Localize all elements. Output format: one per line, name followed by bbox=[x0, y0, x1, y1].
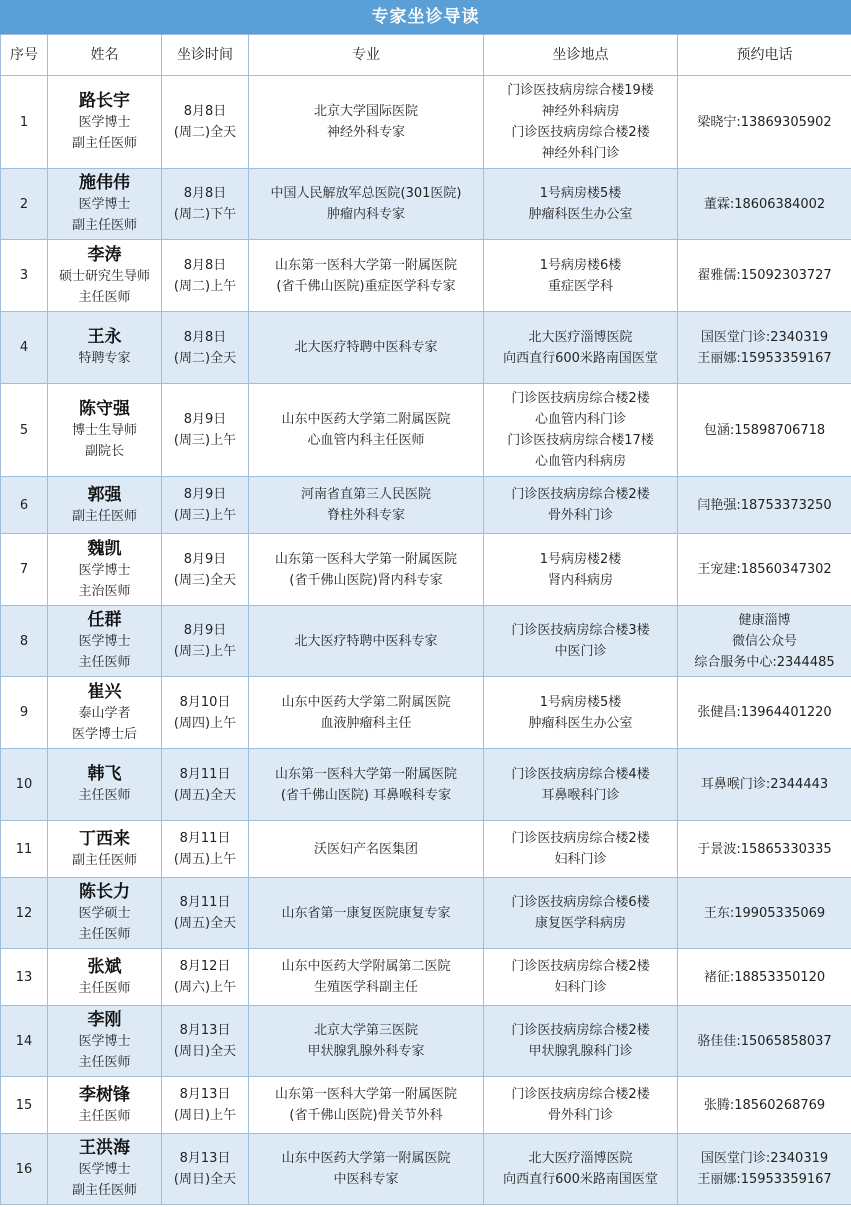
doctor-cell bbox=[48, 312, 162, 384]
specialty-line: 神经外科专家 bbox=[326, 125, 405, 140]
time-line: 8月9日 bbox=[183, 623, 227, 638]
page-title: 专家坐诊导读 bbox=[0, 0, 851, 34]
table-row bbox=[1, 76, 851, 169]
row-number: 7 bbox=[1, 534, 48, 606]
phone-cell bbox=[678, 949, 851, 1006]
phone-line: 微信公众号 bbox=[731, 633, 797, 649]
location-line: 门诊医技病房综合楼6楼 bbox=[511, 895, 650, 910]
time-cell bbox=[162, 76, 249, 169]
phone-line: 张腾:18560268769 bbox=[703, 1097, 826, 1113]
header-phone: 预约电话 bbox=[678, 35, 851, 76]
location-line: 门诊医技病房综合楼2楼 bbox=[511, 959, 650, 974]
phone-cell bbox=[678, 76, 851, 169]
phone-cell bbox=[678, 384, 851, 477]
time-line: 8月9日 bbox=[183, 412, 227, 427]
doctor-title: 医学博士 bbox=[78, 562, 131, 578]
time-cell bbox=[162, 749, 249, 821]
time-line: 8月11日 bbox=[179, 831, 231, 846]
specialty-line: (省千佛山医院)重症医学科专家 bbox=[276, 278, 456, 294]
header-specialty: 专业 bbox=[249, 35, 484, 76]
phone-cell bbox=[678, 677, 851, 749]
time-cell bbox=[162, 384, 249, 477]
phone-cell bbox=[678, 477, 851, 534]
location-line: 肿瘤科医生办公室 bbox=[528, 207, 633, 222]
doctor-title: 副主任医师 bbox=[71, 1183, 137, 1198]
location-cell bbox=[484, 677, 678, 749]
doctor-title: 副主任医师 bbox=[71, 852, 137, 868]
table-header-row bbox=[1, 35, 851, 76]
time-cell bbox=[162, 534, 249, 606]
doctor-title: 主任医师 bbox=[78, 1108, 131, 1124]
phone-cell bbox=[678, 878, 851, 949]
table-row bbox=[1, 949, 851, 1006]
doctor-cell bbox=[48, 240, 162, 312]
location-line: 北大医疗淄博医院 bbox=[528, 1151, 633, 1166]
time-line: 8月9日 bbox=[183, 551, 227, 567]
specialty-line: 山东中医药大学第一附属医院 bbox=[281, 1151, 451, 1166]
phone-line: 国医堂门诊:2340319 bbox=[700, 329, 829, 345]
phone-line: 王东:19905335069 bbox=[703, 905, 826, 921]
time-line: (周日)上午 bbox=[173, 1108, 237, 1123]
specialty-line: 中医科专家 bbox=[333, 1172, 399, 1187]
doctor-cell bbox=[48, 1006, 162, 1077]
location-cell bbox=[484, 949, 678, 1006]
phone-line: 闫艳强:18753373250 bbox=[697, 497, 832, 513]
doctor-cell bbox=[48, 384, 162, 477]
table-row bbox=[1, 1134, 851, 1205]
specialty-line: 北京大学国际医院 bbox=[313, 104, 418, 119]
phone-line: 国医堂门诊:2340319 bbox=[700, 1151, 829, 1166]
doctor-title: 医学博士 bbox=[78, 197, 131, 212]
location-line: 门诊医技病房综合楼17楼 bbox=[507, 433, 654, 448]
doctor-name: 施伟伟 bbox=[79, 173, 130, 193]
row-number: 15 bbox=[1, 1077, 48, 1134]
specialty-line: 山东省第一康复医院康复专家 bbox=[281, 905, 451, 921]
doctor-cell bbox=[48, 169, 162, 240]
specialty-line: 山东第一医科大学第一附属医院 bbox=[274, 257, 457, 273]
time-cell bbox=[162, 677, 249, 749]
location-line: 门诊医技病房综合楼2楼 bbox=[511, 391, 650, 406]
specialty-cell bbox=[249, 749, 484, 821]
time-line: 8月13日 bbox=[179, 1023, 231, 1038]
phone-cell bbox=[678, 1006, 851, 1077]
location-line: 神经外科门诊 bbox=[541, 146, 620, 161]
doctor-name: 郭强 bbox=[87, 484, 122, 505]
specialty-cell bbox=[249, 312, 484, 384]
row-number: 4 bbox=[1, 312, 48, 384]
specialty-cell bbox=[249, 821, 484, 878]
specialty-cell bbox=[249, 949, 484, 1006]
doctor-cell bbox=[48, 76, 162, 169]
time-cell bbox=[162, 821, 249, 878]
phone-cell bbox=[678, 312, 851, 384]
phone-line: 骆佳佳:15065858037 bbox=[697, 1033, 832, 1049]
location-line: 心血管内科病房 bbox=[534, 454, 626, 469]
doctor-cell bbox=[48, 749, 162, 821]
table-row bbox=[1, 606, 851, 677]
doctor-title: 硕士研究生导师 bbox=[58, 268, 150, 284]
doctor-title: 副主任医师 bbox=[71, 136, 137, 151]
table-row bbox=[1, 1006, 851, 1077]
time-line: (周三)上午 bbox=[173, 644, 237, 659]
doctor-title: 主任医师 bbox=[78, 289, 131, 305]
time-line: 8月8日 bbox=[183, 104, 227, 119]
time-cell bbox=[162, 606, 249, 677]
specialty-cell bbox=[249, 240, 484, 312]
time-cell bbox=[162, 878, 249, 949]
doctor-title: 泰山学者 bbox=[78, 705, 131, 721]
specialty-cell bbox=[249, 1134, 484, 1205]
location-line: 门诊医技病房综合楼2楼 bbox=[511, 1023, 650, 1038]
specialty-cell bbox=[249, 878, 484, 949]
time-line: (周六)上午 bbox=[173, 980, 237, 995]
time-line: (周五)全天 bbox=[173, 787, 237, 803]
specialty-line: 河南省直第三人民医院 bbox=[300, 487, 431, 502]
time-line: 8月10日 bbox=[179, 694, 231, 710]
doctor-title: 副主任医师 bbox=[71, 218, 137, 233]
doctor-name: 李刚 bbox=[87, 1010, 122, 1030]
phone-line: 张健昌:13964401220 bbox=[697, 705, 832, 720]
specialty-cell bbox=[249, 677, 484, 749]
table-row bbox=[1, 384, 851, 477]
doctor-title: 主任医师 bbox=[78, 980, 131, 996]
doctor-name: 丁西来 bbox=[79, 828, 130, 849]
doctor-name: 李树锋 bbox=[79, 1084, 130, 1105]
time-line: (周二)全天 bbox=[173, 350, 237, 366]
location-line: 心血管内科门诊 bbox=[534, 412, 626, 427]
specialty-line: 山东第一医科大学第一附属医院 bbox=[274, 766, 457, 782]
doctor-name: 陈守强 bbox=[79, 399, 130, 419]
header-name: 姓名 bbox=[48, 35, 162, 76]
location-cell bbox=[484, 384, 678, 477]
location-cell bbox=[484, 749, 678, 821]
location-line: 门诊医技病房综合楼2楼 bbox=[511, 831, 650, 846]
specialty-line: 北大医疗特聘中医科专家 bbox=[294, 340, 438, 355]
specialty-line: 血液肿瘤科主任 bbox=[320, 715, 412, 731]
specialty-cell bbox=[249, 76, 484, 169]
row-number: 5 bbox=[1, 384, 48, 477]
phone-line: 王丽娜:15953359167 bbox=[697, 1172, 832, 1187]
location-line: 1号病房楼5楼 bbox=[539, 186, 622, 201]
specialty-cell bbox=[249, 534, 484, 606]
doctor-name: 任群 bbox=[87, 610, 122, 630]
time-cell bbox=[162, 949, 249, 1006]
doctor-cell bbox=[48, 949, 162, 1006]
doctor-title: 博士生导师 bbox=[71, 423, 137, 438]
location-line: 妇科门诊 bbox=[554, 852, 607, 867]
time-cell bbox=[162, 477, 249, 534]
specialty-cell bbox=[249, 169, 484, 240]
doctor-title: 医学硕士 bbox=[78, 906, 131, 921]
location-line: 门诊医技病房综合楼4楼 bbox=[511, 766, 650, 782]
phone-cell bbox=[678, 169, 851, 240]
table-row bbox=[1, 821, 851, 878]
specialty-cell bbox=[249, 477, 484, 534]
row-number: 6 bbox=[1, 477, 48, 534]
time-line: (周五)全天 bbox=[173, 916, 237, 931]
doctor-name: 韩飞 bbox=[87, 764, 122, 784]
row-number: 9 bbox=[1, 677, 48, 749]
phone-line: 梁晓宁:13869305902 bbox=[697, 114, 832, 130]
phone-line: 翟雅儒:15092303727 bbox=[697, 268, 832, 283]
phone-line: 王丽娜:15953359167 bbox=[697, 350, 832, 366]
doctor-title: 医学博士后 bbox=[71, 726, 137, 742]
phone-cell bbox=[678, 534, 851, 606]
location-line: 骨外科门诊 bbox=[547, 508, 613, 523]
location-line: 甲状腺乳腺科门诊 bbox=[528, 1044, 633, 1059]
time-line: (周四)上午 bbox=[173, 715, 237, 731]
time-cell bbox=[162, 169, 249, 240]
doctor-title: 副院长 bbox=[84, 444, 124, 459]
doctor-title: 主任医师 bbox=[78, 788, 131, 803]
location-cell bbox=[484, 312, 678, 384]
doctor-title: 副主任医师 bbox=[71, 508, 137, 524]
location-line: 康复医学科病房 bbox=[534, 916, 626, 931]
phone-cell bbox=[678, 240, 851, 312]
phone-cell bbox=[678, 749, 851, 821]
phone-line: 褚征:18853350120 bbox=[703, 969, 826, 985]
doctor-name: 魏凯 bbox=[87, 538, 122, 559]
phone-line: 耳鼻喉门诊:2344443 bbox=[700, 777, 829, 792]
specialty-line: (省千佛山医院)骨关节外科 bbox=[289, 1108, 443, 1123]
row-number: 13 bbox=[1, 949, 48, 1006]
location-cell bbox=[484, 821, 678, 878]
table-row bbox=[1, 749, 851, 821]
location-line: 1号病房楼2楼 bbox=[539, 551, 622, 567]
doctor-title: 医学博士 bbox=[78, 115, 131, 130]
header-location: 坐诊地点 bbox=[484, 35, 678, 76]
phone-line: 综合服务中心:2344485 bbox=[694, 654, 835, 670]
doctor-cell bbox=[48, 878, 162, 949]
phone-line: 包涵:15898706718 bbox=[703, 422, 826, 438]
time-line: (周二)全天 bbox=[173, 125, 237, 140]
doctor-title: 主任医师 bbox=[78, 927, 131, 942]
specialty-line: 北京大学第三医院 bbox=[313, 1023, 418, 1038]
location-cell bbox=[484, 1134, 678, 1205]
doctor-title: 特聘专家 bbox=[78, 351, 131, 366]
time-line: 8月9日 bbox=[183, 487, 227, 502]
specialty-line: 沃医妇产名医集团 bbox=[313, 841, 418, 857]
header-no: 序号 bbox=[1, 35, 48, 76]
header-time: 坐诊时间 bbox=[162, 35, 249, 76]
doctor-title: 主治医师 bbox=[78, 583, 131, 599]
specialty-line: 山东中医药大学第二附属医院 bbox=[281, 412, 451, 427]
doctor-title: 主任医师 bbox=[78, 1055, 131, 1070]
phone-cell bbox=[678, 606, 851, 677]
row-number: 1 bbox=[1, 76, 48, 169]
doctor-title: 医学博士 bbox=[78, 1162, 131, 1177]
phone-cell bbox=[678, 1134, 851, 1205]
doctor-name: 王永 bbox=[87, 327, 122, 347]
phone-line: 王宠建:18560347302 bbox=[697, 562, 832, 577]
time-line: 8月8日 bbox=[183, 186, 227, 201]
table-row bbox=[1, 240, 851, 312]
row-number: 3 bbox=[1, 240, 48, 312]
specialty-cell bbox=[249, 1077, 484, 1134]
doctor-title: 主任医师 bbox=[78, 655, 131, 670]
location-line: 肿瘤科医生办公室 bbox=[528, 715, 633, 731]
time-line: 8月11日 bbox=[179, 895, 231, 910]
specialty-cell bbox=[249, 1006, 484, 1077]
location-line: 骨外科门诊 bbox=[547, 1108, 613, 1123]
location-line: 妇科门诊 bbox=[554, 980, 607, 995]
phone-line: 健康淄博 bbox=[738, 612, 791, 628]
doctor-cell bbox=[48, 1077, 162, 1134]
doctor-name: 张斌 bbox=[87, 956, 122, 977]
time-line: (周日)全天 bbox=[173, 1172, 237, 1187]
location-line: 门诊医技病房综合楼19楼 bbox=[507, 83, 654, 98]
doctor-cell bbox=[48, 534, 162, 606]
row-number: 11 bbox=[1, 821, 48, 878]
time-cell bbox=[162, 240, 249, 312]
time-cell bbox=[162, 1006, 249, 1077]
location-line: 门诊医技病房综合楼3楼 bbox=[511, 623, 650, 638]
time-line: (周五)上午 bbox=[173, 852, 237, 867]
row-number: 12 bbox=[1, 878, 48, 949]
time-line: (周三)上午 bbox=[173, 433, 237, 448]
specialty-line: 中国人民解放军总医院(301医院) bbox=[270, 186, 462, 201]
specialty-cell bbox=[249, 384, 484, 477]
location-cell bbox=[484, 169, 678, 240]
phone-line: 董霖:18606384002 bbox=[703, 196, 826, 212]
phone-line: 于景波:15865330335 bbox=[697, 841, 832, 857]
row-number: 16 bbox=[1, 1134, 48, 1205]
specialty-line: 山东第一医科大学第一附属医院 bbox=[274, 1087, 457, 1102]
location-line: 1号病房楼6楼 bbox=[539, 257, 622, 273]
time-line: (周日)全天 bbox=[173, 1044, 237, 1059]
location-line: 向西直行600米路南国医堂 bbox=[503, 350, 658, 366]
table-row bbox=[1, 312, 851, 384]
specialty-line: 脊柱外科专家 bbox=[326, 508, 405, 523]
time-line: (周二)下午 bbox=[173, 207, 237, 222]
location-line: 神经外科病房 bbox=[541, 104, 620, 119]
row-number: 8 bbox=[1, 606, 48, 677]
specialty-line: 山东中医药大学第二附属医院 bbox=[281, 694, 451, 710]
doctor-cell bbox=[48, 477, 162, 534]
doctor-cell bbox=[48, 821, 162, 878]
time-line: (周二)上午 bbox=[173, 278, 237, 294]
location-cell bbox=[484, 240, 678, 312]
location-line: 中医门诊 bbox=[554, 644, 607, 659]
time-line: (周三)上午 bbox=[173, 508, 237, 523]
time-line: 8月13日 bbox=[179, 1151, 231, 1166]
specialty-line: 山东中医药大学附属第二医院 bbox=[281, 959, 451, 974]
table-row bbox=[1, 677, 851, 749]
specialty-line: 甲状腺乳腺外科专家 bbox=[307, 1044, 425, 1059]
time-line: 8月8日 bbox=[183, 329, 227, 345]
doctor-name: 王洪海 bbox=[79, 1138, 130, 1158]
row-number: 14 bbox=[1, 1006, 48, 1077]
specialty-line: 北大医疗特聘中医科专家 bbox=[294, 633, 438, 649]
time-line: 8月8日 bbox=[183, 257, 227, 273]
specialty-line: (省千佛山医院)肾内科专家 bbox=[289, 572, 443, 588]
location-cell bbox=[484, 1006, 678, 1077]
time-line: 8月13日 bbox=[179, 1087, 231, 1102]
location-line: 向西直行600米路南国医堂 bbox=[503, 1172, 658, 1187]
table-row bbox=[1, 169, 851, 240]
specialty-line: 山东第一医科大学第一附属医院 bbox=[274, 551, 457, 567]
table-row bbox=[1, 878, 851, 949]
doctor-name: 崔兴 bbox=[87, 681, 122, 702]
row-number: 2 bbox=[1, 169, 48, 240]
specialty-line: 生殖医学科副主任 bbox=[313, 980, 418, 995]
time-line: 8月11日 bbox=[179, 766, 231, 782]
doctor-cell bbox=[48, 606, 162, 677]
table-row bbox=[1, 1077, 851, 1134]
specialty-line: 肿瘤内科专家 bbox=[326, 207, 405, 222]
phone-cell bbox=[678, 1077, 851, 1134]
schedule-table bbox=[0, 34, 851, 1205]
table-row bbox=[1, 534, 851, 606]
location-cell bbox=[484, 477, 678, 534]
location-cell bbox=[484, 878, 678, 949]
doctor-cell bbox=[48, 1134, 162, 1205]
time-cell bbox=[162, 1134, 249, 1205]
doctor-title: 医学博士 bbox=[78, 1034, 131, 1049]
phone-cell bbox=[678, 821, 851, 878]
time-line: (周三)全天 bbox=[173, 572, 237, 588]
doctor-name: 李涛 bbox=[87, 244, 122, 265]
location-line: 门诊医技病房综合楼2楼 bbox=[511, 487, 650, 502]
row-number: 10 bbox=[1, 749, 48, 821]
location-cell bbox=[484, 534, 678, 606]
location-line: 门诊医技病房综合楼2楼 bbox=[511, 1087, 650, 1102]
doctor-name: 陈长力 bbox=[79, 882, 130, 902]
location-cell bbox=[484, 76, 678, 169]
specialty-cell bbox=[249, 606, 484, 677]
location-line: 1号病房楼5楼 bbox=[539, 694, 622, 710]
location-line: 肾内科病房 bbox=[547, 572, 613, 588]
location-line: 北大医疗淄博医院 bbox=[528, 329, 633, 345]
time-line: 8月12日 bbox=[179, 959, 231, 974]
time-cell bbox=[162, 1077, 249, 1134]
location-line: 耳鼻喉科门诊 bbox=[541, 787, 620, 803]
time-cell bbox=[162, 312, 249, 384]
location-cell bbox=[484, 1077, 678, 1134]
table-row bbox=[1, 477, 851, 534]
specialty-line: (省千佛山医院) 耳鼻喉科专家 bbox=[280, 787, 452, 803]
doctor-cell bbox=[48, 677, 162, 749]
doctor-name: 路长宇 bbox=[79, 91, 130, 111]
location-line: 门诊医技病房综合楼2楼 bbox=[511, 125, 650, 140]
doctor-title: 医学博士 bbox=[78, 634, 131, 649]
location-line: 重症医学科 bbox=[547, 278, 613, 294]
location-cell bbox=[484, 606, 678, 677]
specialty-line: 心血管内科主任医师 bbox=[307, 433, 425, 448]
